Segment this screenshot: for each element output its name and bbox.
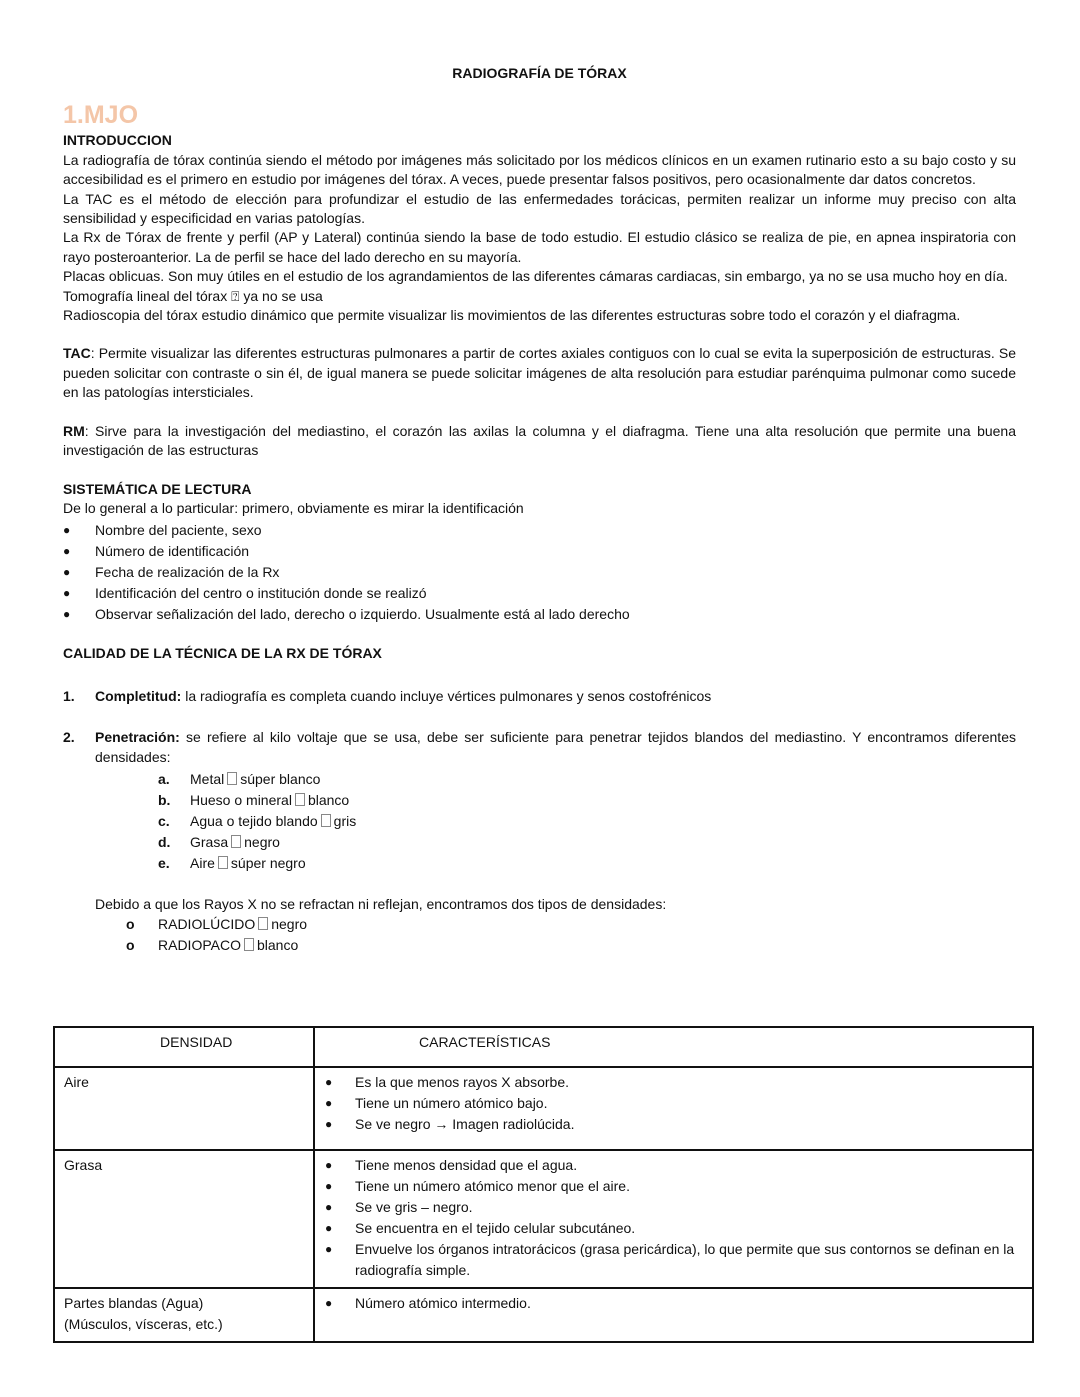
calidad-heading: CALIDAD DE LA TÉCNICA DE LA RX DE TÓRAX xyxy=(63,645,382,662)
rayos-paragraph: Debido a que los Rayos X no se refractan ni reflejan, encontramos dos tipos de densidades: xyxy=(95,895,667,912)
table-cell-characteristics xyxy=(314,1150,1033,1288)
densidades-list xyxy=(158,769,1016,874)
table-header-row xyxy=(54,1027,1033,1067)
intro-heading: INTRODUCCION xyxy=(63,132,172,149)
intro-paragraph: La TAC es el método de elección para profundizar el estudio de las enfermedades torácicas, permiten realizar un informe muy preciso con alta sensibilidad y especificidad en varias patologías. xyxy=(63,190,1016,227)
list-item: o RADIOPACO blanco xyxy=(126,937,299,954)
table-cell-density: Grasa xyxy=(54,1150,314,1288)
missing-glyph-icon xyxy=(218,856,228,869)
table-cell-density: Partes blandas (Agua) (Músculos, vísceras, etc.) xyxy=(54,1288,314,1342)
list-item: ● Envuelve los órganos intratorácicos (grasa pericárdica), lo que permite que sus contornos se definan en la radiografía simple. xyxy=(323,1239,1024,1281)
sistematica-intro: De lo general a lo particular: primero, obviamente es mirar la identificación xyxy=(63,499,524,516)
table-row xyxy=(54,1067,1033,1150)
density-table xyxy=(53,1026,1034,1343)
list-item: ● Fecha de realización de la Rx xyxy=(63,562,1016,583)
table-cell-density: Aire xyxy=(54,1067,314,1150)
list-item: ● Número de identificación xyxy=(63,541,1016,562)
list-item: ● Se ve negro → Imagen radiolúcida. xyxy=(323,1114,1024,1135)
table-header-cell: CARACTERÍSTICAS xyxy=(314,1027,1033,1067)
sistematica-list xyxy=(63,520,1016,625)
list-item: ● Es la que menos rayos X absorbe. xyxy=(323,1072,1024,1093)
missing-glyph-icon xyxy=(295,793,305,806)
tac-text: : Permite visualizar las diferentes estructuras pulmonares a partir de cortes axiales contiguos con lo cual se evita la superposición de estructuras. Se pueden solicitar con contraste o sin él, de igual manera se puede solicitar imágenes de alta resolución para estudiar parénquima pulmonar como sucede en las patologías intersticiales. xyxy=(63,345,1016,401)
item-number: 2. xyxy=(63,729,75,746)
completitud-item xyxy=(63,687,1016,706)
intro-paragraph: Placas oblicuas. Son muy útiles en el estudio de los agrandamientos de las diferentes cámaras cardiacas, sin embargo, ya no se usa mucho hoy en día. xyxy=(63,268,1008,285)
list-item: ● Tiene un número atómico bajo. xyxy=(323,1093,1024,1114)
missing-glyph-icon xyxy=(244,938,254,951)
completitud-text: la radiografía es completa cuando incluye vértices pulmonares y senos costofrénicos xyxy=(181,687,712,704)
item-number: 1. xyxy=(63,687,75,704)
list-item: ● Nombre del paciente, sexo xyxy=(63,520,1016,541)
table-cell-characteristics xyxy=(314,1288,1033,1342)
list-item: ● Tiene menos densidad que el agua. xyxy=(323,1155,1024,1176)
table-row xyxy=(54,1150,1033,1288)
section-heading-mjo: 1.MJO xyxy=(63,101,139,130)
tipos-list xyxy=(126,914,1016,956)
sistematica-heading: SISTEMÁTICA DE LECTURA xyxy=(63,480,252,497)
penetracion-text: se refiere al kilo voltaje que se usa, debe ser suficiente para penetrar tejidos blandos del mediastino. Y encontramos diferentes densidades: xyxy=(95,729,1016,765)
table-row xyxy=(54,1288,1033,1342)
list-item: ● Identificación del centro o institución donde se realizó xyxy=(63,583,1016,604)
rm-label: RM xyxy=(63,422,85,439)
list-item: ● Observar señalización del lado, derecho o izquierdo. Usualmente está al lado derecho xyxy=(63,604,1016,625)
intro-paragraph: Radioscopia del tórax estudio dinámico que permite visualizar lis movimientos de las diferentes estructuras sobre todo el corazón y el diafragma. xyxy=(63,307,961,324)
missing-glyph-icon xyxy=(231,835,241,848)
document-body xyxy=(63,64,1016,956)
document-title: RADIOGRAFÍA DE TÓRAX xyxy=(452,65,627,81)
list-item: o RADIOLÚCIDO negro xyxy=(126,916,308,933)
rm-paragraph xyxy=(63,422,1016,461)
penetracion-item xyxy=(63,728,1016,767)
table-header-cell: DENSIDAD xyxy=(54,1027,314,1067)
list-item: b. Hueso o mineral blanco xyxy=(158,791,350,808)
list-item: ● Número atómico intermedio. xyxy=(323,1293,1024,1314)
list-item: a. Metal súper blanco xyxy=(158,770,321,787)
missing-glyph-icon xyxy=(258,917,268,930)
penetracion-label: Penetración: xyxy=(95,729,180,746)
intro-paragraph: La Rx de Tórax de frente y perfil (AP y Lateral) continúa siendo la base de todo estudio. El estudio clásico se realiza de pie, en apnea inspiratoria con rayo posteroanterior. La de perfil se hace del lado derecho en su mayoría. xyxy=(63,229,1016,265)
intro-paragraph: La radiografía de tórax continúa siendo el método por imágenes más solicitado por los médicos clínicos en un examen rutinario esto a su bajo costo y su accesibilidad es el primero en estudio por imágenes del tórax. A veces, puede presentar falsos positivos, pero ocasionalmente dar datos concretos. xyxy=(63,151,1016,188)
tac-paragraph xyxy=(63,344,1016,402)
missing-glyph-icon xyxy=(321,814,331,827)
table-cell-characteristics xyxy=(314,1067,1033,1150)
missing-glyph-icon xyxy=(227,772,237,785)
tac-label: TAC xyxy=(63,345,91,362)
list-item: ● Se encuentra en el tejido celular subcutáneo. xyxy=(323,1218,1024,1239)
rm-text: : Sirve para la investigación del mediastino, el corazón las axilas la columna y el diafragma. Tiene una alta resolución que permite una buena investigación de las estructuras xyxy=(63,422,1016,459)
list-item: c. Agua o tejido blando gris xyxy=(158,812,357,829)
completitud-label: Completitud: xyxy=(95,687,182,704)
list-item: e. Aire súper negro xyxy=(158,854,306,871)
list-item: d. Grasa negro xyxy=(158,833,280,850)
list-item: ● Se ve gris – negro. xyxy=(323,1197,1024,1218)
list-item: ● Tiene un número atómico menor que el aire. xyxy=(323,1176,1024,1197)
intro-paragraph: Tomografía lineal del tórax ⍰ ya no se usa xyxy=(63,287,323,304)
